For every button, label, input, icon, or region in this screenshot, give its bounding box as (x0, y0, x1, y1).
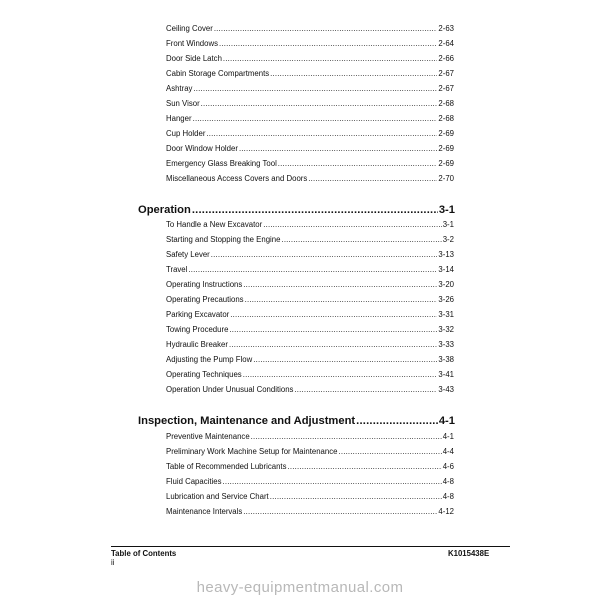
dot-leader (211, 251, 438, 259)
toc-entry-label: Preventive Maintenance (166, 433, 250, 441)
dot-leader (245, 296, 438, 304)
toc-entry-handle-new-excavator[interactable] (166, 221, 454, 233)
dot-leader (251, 433, 442, 441)
dot-leader (229, 341, 437, 349)
toc-entry-hanger[interactable] (166, 115, 454, 127)
toc-entry-page: 4-4 (442, 448, 454, 456)
dot-leader (270, 70, 437, 78)
toc-entry-page: 4-12 (438, 508, 454, 516)
dot-leader (243, 371, 438, 379)
toc-entry-label: Travel (166, 266, 188, 274)
toc-entry-operating-precautions[interactable] (166, 296, 454, 308)
dot-leader (206, 130, 437, 138)
toc-entry-label: Lubrication and Service Chart (166, 493, 269, 501)
toc-entry-page: 4-6 (442, 463, 454, 471)
toc-entry-label: Sun Visor (166, 100, 200, 108)
dot-leader (294, 386, 437, 394)
toc-section-operation[interactable] (138, 205, 455, 219)
toc-entry-page: 3-1 (442, 221, 454, 229)
toc-entry-page: 3-43 (438, 386, 454, 394)
toc-entry-label: To Handle a New Excavator (166, 221, 263, 229)
dot-leader (356, 416, 438, 427)
dot-leader (281, 236, 441, 244)
dot-leader (193, 85, 437, 93)
dot-leader (214, 25, 438, 33)
toc-entry-label: Table of Recommended Lubricants (166, 463, 287, 471)
toc-entry-operating-techniques[interactable] (166, 371, 454, 383)
toc-section-title: Operation (138, 205, 191, 216)
toc-entry-label: Fluid Capacities (166, 478, 222, 486)
dot-leader (288, 463, 442, 471)
watermark-text: heavy-equipmentmanual.com (196, 579, 404, 596)
toc-entry-travel[interactable] (166, 266, 454, 278)
toc-entry-page: 2-67 (438, 70, 454, 78)
toc-entry-sun-visor[interactable] (166, 100, 454, 112)
toc-entry-adjusting-pump-flow[interactable] (166, 356, 454, 368)
dot-leader (270, 493, 442, 501)
toc-entry-label: Hydraulic Breaker (166, 341, 228, 349)
toc-entry-front-windows[interactable] (166, 40, 454, 52)
dot-leader (193, 115, 438, 123)
toc-entry-preliminary-work-machine-setup[interactable] (166, 448, 454, 460)
toc-section-page: 4-1 (438, 416, 455, 427)
toc-entry-label: Operation Under Unusual Conditions (166, 386, 294, 394)
toc-entry-towing-procedure[interactable] (166, 326, 454, 338)
toc-entry-lubrication-service-chart[interactable] (166, 493, 454, 505)
toc-entry-parking-excavator[interactable] (166, 311, 454, 323)
dot-leader (278, 160, 438, 168)
toc-entry-label: Maintenance Intervals (166, 508, 243, 516)
toc-entry-ceiling-cover[interactable] (166, 25, 454, 37)
dot-leader (222, 478, 441, 486)
toc-entry-label: Miscellaneous Access Covers and Doors (166, 175, 308, 183)
toc-entry-label: Safety Lever (166, 251, 210, 259)
toc-entry-door-side-latch[interactable] (166, 55, 454, 67)
footer-document-title: Table of Contents (111, 549, 177, 558)
toc-entry-emergency-glass-breaking-tool[interactable] (166, 160, 454, 172)
toc-section-inspection-maintenance-adjustment[interactable] (138, 416, 455, 430)
dot-leader (308, 175, 437, 183)
toc-entry-page: 3-14 (438, 266, 454, 274)
toc-entry-page: 2-69 (438, 160, 454, 168)
toc-entry-starting-stopping-engine[interactable] (166, 236, 454, 248)
footer-page-number: ii (111, 558, 115, 567)
dot-leader (253, 356, 437, 364)
toc-entry-page: 4-1 (442, 433, 454, 441)
dot-leader (219, 40, 437, 48)
toc-entry-fluid-capacities[interactable] (166, 478, 454, 490)
toc-entry-cup-holder[interactable] (166, 130, 454, 142)
toc-entry-label: Emergency Glass Breaking Tool (166, 160, 277, 168)
dot-leader (243, 281, 437, 289)
toc-entry-label: Door Side Latch (166, 55, 222, 63)
toc-entry-label: Door Window Holder (166, 145, 238, 153)
toc-entry-hydraulic-breaker[interactable] (166, 341, 454, 353)
dot-leader (230, 311, 437, 319)
toc-entry-page: 4-8 (442, 478, 454, 486)
dot-leader (263, 221, 442, 229)
toc-entry-page: 2-68 (438, 100, 454, 108)
toc-entry-label: Operating Techniques (166, 371, 242, 379)
toc-entry-preventive-maintenance[interactable] (166, 433, 454, 445)
toc-entry-operation-unusual-conditions[interactable] (166, 386, 454, 398)
dot-leader (239, 145, 437, 153)
toc-entry-label: Hanger (166, 115, 192, 123)
toc-entry-label: Starting and Stopping the Engine (166, 236, 281, 244)
toc-entry-page: 2-63 (438, 25, 454, 33)
toc-entry-ashtray[interactable] (166, 85, 454, 97)
footer-document-code: K1015438E (448, 549, 490, 558)
toc-entry-recommended-lubricants[interactable] (166, 463, 454, 475)
toc-entry-page: 3-31 (438, 311, 454, 319)
dot-leader (338, 448, 441, 456)
toc-entry-label: Ceiling Cover (166, 25, 213, 33)
dot-leader (243, 508, 437, 516)
dot-leader (188, 266, 437, 274)
toc-entry-page: 2-69 (438, 130, 454, 138)
toc-entry-page: 3-2 (442, 236, 454, 244)
toc-entry-label: Preliminary Work Machine Setup for Maintenance (166, 448, 338, 456)
toc-entry-label: Towing Procedure (166, 326, 229, 334)
toc-entry-maintenance-intervals[interactable] (166, 508, 454, 520)
toc-entry-label: Ashtray (166, 85, 193, 93)
toc-entry-page: 3-32 (438, 326, 454, 334)
toc-entry-operating-instructions[interactable] (166, 281, 454, 293)
toc-entry-label: Operating Instructions (166, 281, 243, 289)
toc-entry-page: 3-38 (438, 356, 454, 364)
toc-section-page: 3-1 (438, 205, 455, 216)
toc-entry-page: 2-69 (438, 145, 454, 153)
dot-leader (201, 100, 438, 108)
footer-divider (111, 546, 510, 547)
toc-entry-page: 3-13 (438, 251, 454, 259)
toc-entry-page: 3-41 (438, 371, 454, 379)
toc-entry-label: Parking Excavator (166, 311, 230, 319)
toc-entry-label: Cup Holder (166, 130, 206, 138)
toc-entry-page: 4-8 (442, 493, 454, 501)
toc-entry-misc-access-covers-doors[interactable] (166, 175, 454, 187)
toc-entry-page: 2-70 (438, 175, 454, 183)
toc-entry-label: Front Windows (166, 40, 218, 48)
toc-entry-safety-lever[interactable] (166, 251, 454, 263)
toc-entry-page: 3-26 (438, 296, 454, 304)
toc-section-title: Inspection, Maintenance and Adjustment (138, 416, 356, 427)
toc-entry-page: 2-66 (438, 55, 454, 63)
toc-entry-label: Cabin Storage Compartments (166, 70, 270, 78)
dot-leader (192, 205, 438, 216)
toc-entry-page: 2-64 (438, 40, 454, 48)
toc-entry-label: Operating Precautions (166, 296, 244, 304)
toc-entry-page: 2-67 (438, 85, 454, 93)
toc-entry-page: 2-68 (438, 115, 454, 123)
dot-leader (229, 326, 437, 334)
toc-entry-label: Adjusting the Pump Flow (166, 356, 253, 364)
toc-entry-page: 3-33 (438, 341, 454, 349)
toc-entry-page: 3-20 (438, 281, 454, 289)
toc-entry-cabin-storage-compartments[interactable] (166, 70, 454, 82)
dot-leader (223, 55, 437, 63)
toc-entry-door-window-holder[interactable] (166, 145, 454, 157)
